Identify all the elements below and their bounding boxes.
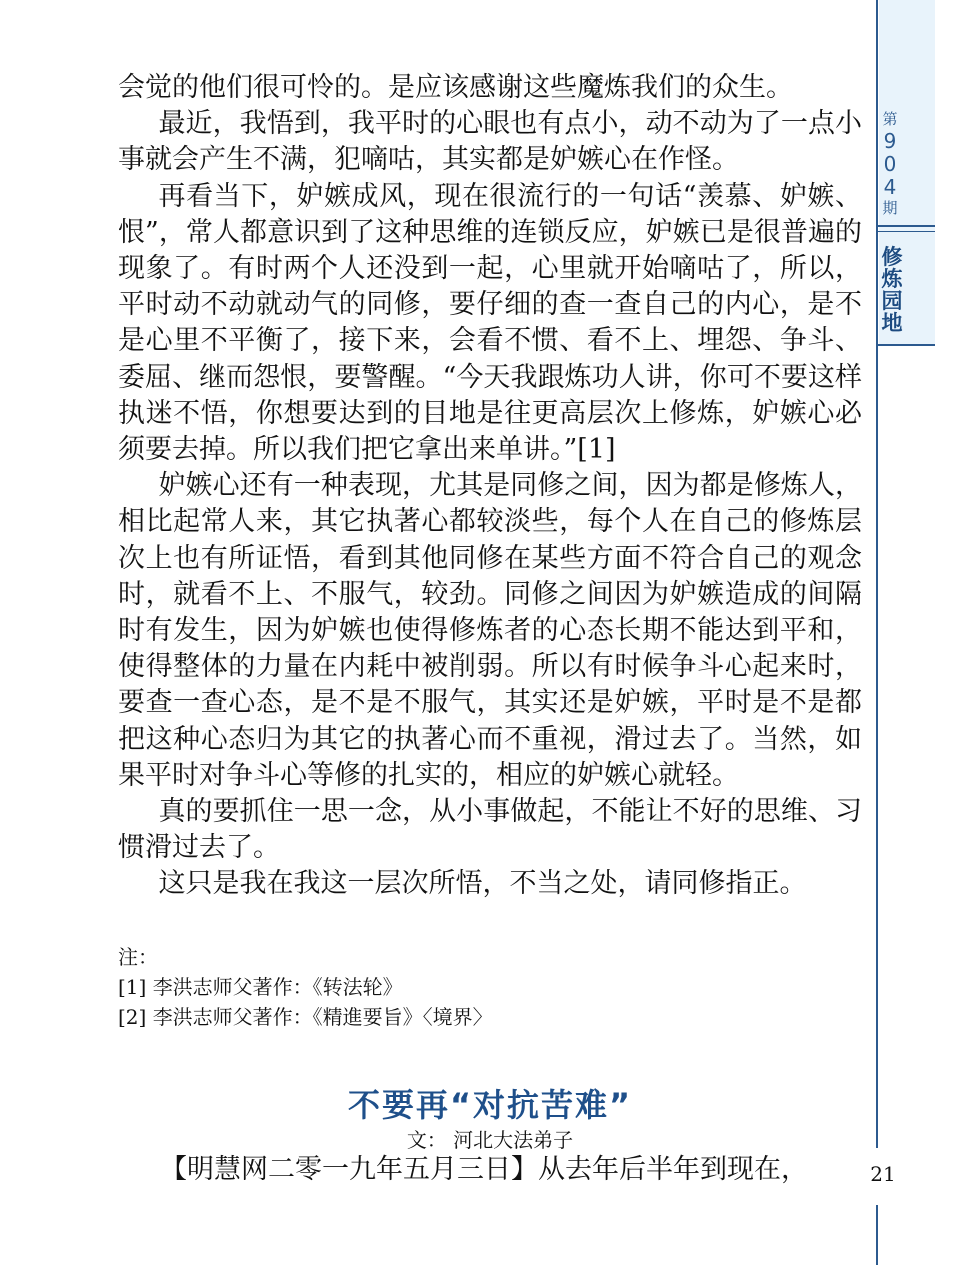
page-number: 21 (870, 1162, 896, 1186)
paragraph: 真的要抓住一思一念，从小事做起，不能让不好的思维、习惯滑过去了。 (118, 796, 862, 864)
paragraph: 会觉的他们很可怜的。是应该感谢这些魔炼我们的众生。 (118, 72, 793, 103)
next-article-title: 不要再“对抗苦难” (347, 1086, 633, 1124)
section-char: 修 (881, 245, 903, 269)
sidebar-rule-horizontal-thin (876, 231, 935, 232)
footnote-item: [2] 李洪志师父著作：《精進要旨》〈境界〉 (118, 1005, 493, 1029)
issue-digit: 4 (883, 175, 897, 199)
paragraph: 再看当下，妒嫉成风，现在很流行的一句话“羡慕、妒嫉、恨”，常人都意识到了这种思维的连锁反应，妒嫉已是很普遍的现象了。有时两个人还没到一起，心里就开始嘀咕了，所以，平时动不动就动气的同修，要仔细的查一查自己的内心，是不是心里不平衡了，接下来，会看不惯、看不上、埋怨、争斗、委屈、继而怨恨，要警醒。“今天我跟炼功人讲，你可不要这样执迷不悟，你想要达到的目地是往更高层次上修炼，妒嫉心必须要去掉。所以我们把它拿出来单讲。”[1] (118, 180, 862, 466)
paragraph: 这只是我在我这一层次所悟，不当之处，请同修指正。 (158, 868, 807, 900)
sidebar-rule-horizontal-lower (876, 344, 935, 346)
article-body (118, 70, 862, 903)
issue-suffix: 期 (882, 199, 898, 217)
section-label (879, 246, 905, 334)
next-article-byline: 文： 河北大法弟子 (406, 1128, 574, 1152)
sidebar-rule-vertical-bottom (876, 1205, 878, 1265)
footnotes (118, 942, 818, 1032)
section-char: 地 (881, 311, 903, 335)
sidebar-rule-horizontal (876, 225, 935, 227)
footnotes-heading: 注： (118, 945, 158, 969)
section-char: 园 (881, 289, 903, 313)
issue-digit: 0 (883, 152, 897, 176)
sidebar-rule-vertical (876, 0, 878, 1148)
section-char: 炼 (881, 267, 903, 291)
paragraph: 妒嫉心还有一种表现，尤其是同修之间，因为都是修炼人，相比起常人来，其它执著心都较淡些，每个人在自己的修炼层次上也有所证悟，看到其他同修在某些方面不符合自己的观念时，就看不上、不服气，较劲。同修之间因为妒嫉造成的间隔时有发生，因为妒嫉也使得修炼者的心态长期不能达到平和，使得整体的力量在内耗中被削弱。所以有时候争斗心起来时，要查一查心态，是不是不服气，其实还是妒嫉，平时是不是都把这种心态归为其它的执著心而不重视，滑过去了。当然，如果平时对争斗心等修的扎实的，相应的妒嫉心就轻。 (118, 470, 862, 791)
issue-digit: 9 (883, 129, 897, 153)
issue-number (879, 108, 901, 220)
next-article-lead: 【明慧网二零一九年五月三日】从去年后半年到现在， (160, 1154, 808, 1185)
paragraph: 最近，我悟到，我平时的心眼也有点小，动不动为了一点小事就会产生不满，犯嘀咕，其实都是妒嫉心在作怪。 (118, 108, 862, 176)
footnote-item: [1] 李洪志师父著作：《转法轮》 (118, 975, 403, 999)
issue-prefix: 第 (882, 110, 898, 128)
